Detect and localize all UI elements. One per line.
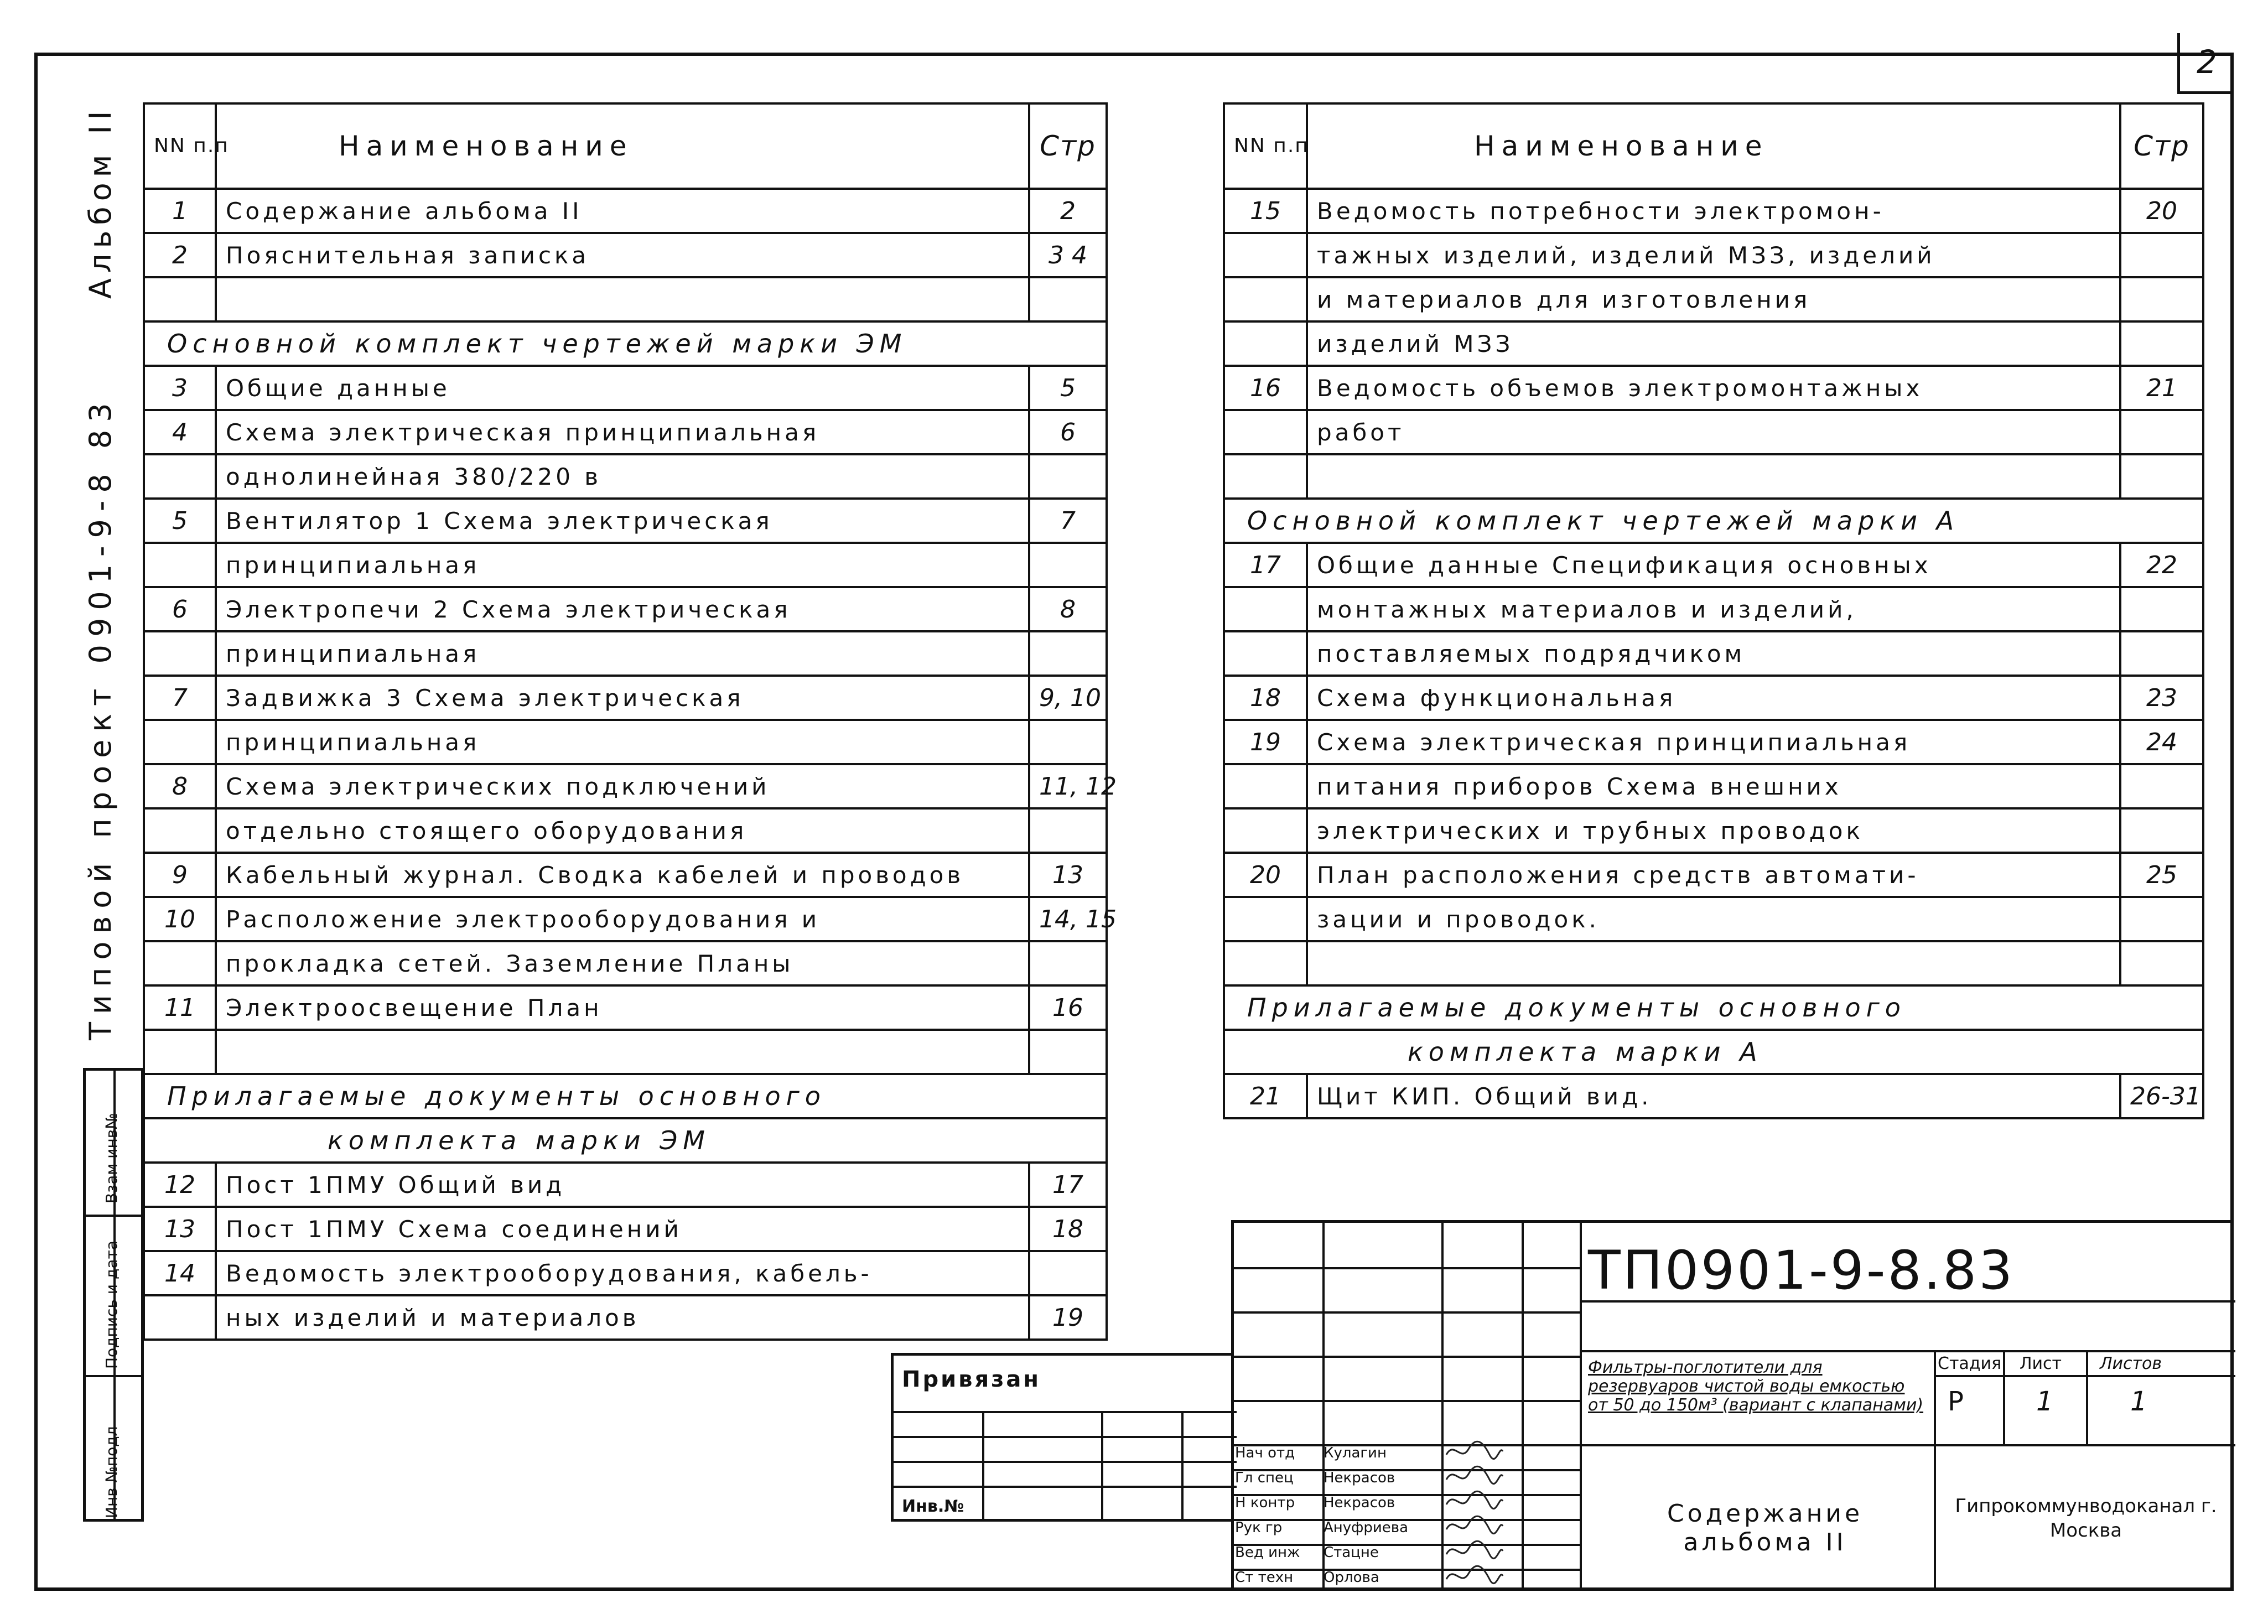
drawing-code: ТП0901-9-8.83 [1588,1239,2015,1301]
sheet-value: 1 [2036,1386,2053,1417]
tb-divider [2003,1350,2005,1444]
section-title: Прилагаемые документы основного [144,1074,1107,1118]
drawing-description: Фильтры-поглотители для резервуаров чистой воды емкостью от 50 до 150м³ (вариант с клапанами) [1588,1358,1924,1415]
row-number: 16 [1224,366,1307,410]
signature-name: Некрасов [1324,1495,1395,1511]
row-page [2120,321,2203,366]
table-row [144,499,1107,543]
row-page: 8 [1029,587,1107,631]
table-row [144,1163,1107,1207]
row-name [1307,454,2120,499]
table-row [144,676,1107,720]
row-number: 12 [144,1163,216,1207]
side-stamp-label: Подпись и дата [102,1241,121,1369]
row-number [144,941,216,985]
row-number: 1 [144,189,216,233]
tb-divider [1441,1223,1444,1591]
signature-name: Кулагин [1324,1445,1387,1461]
row-page [1029,277,1107,321]
sheet-header: Лист [2020,1354,2062,1373]
table-row [1224,941,2203,985]
row-number: 21 [1224,1074,1307,1118]
row-page [1029,941,1107,985]
row-name: Схема электрическая принципиальная [1307,720,2120,764]
signature-role: Нач отд [1235,1445,1295,1461]
side-stamp-divider [113,1071,116,1522]
row-name: прокладка сетей. Заземление Планы [216,941,1029,985]
right-contents-table [1223,102,2204,1119]
row-number: 11 [144,985,216,1030]
row-name: Содержание альбома II [216,189,1029,233]
row-page: 24 [2120,720,2203,764]
sheet-title: Содержание альбома II [1667,1500,1864,1556]
row-number [1224,410,1307,454]
table-row [1224,631,2203,676]
row-page [2120,410,2203,454]
row-page: 23 [2120,676,2203,720]
row-name: Схема электрических подключений [216,764,1029,808]
row-page: 5 [1029,366,1107,410]
row-page [2120,587,2203,631]
table-row [1224,543,2203,587]
row-name: Вентилятор 1 Схема электрическая [216,499,1029,543]
table-row [144,808,1107,853]
stage-header: Стадия [1938,1354,2002,1373]
album-label: Альбом II [83,105,118,299]
pb-divider [894,1411,1237,1413]
row-number: 6 [144,587,216,631]
table-row [1224,764,2203,808]
table-row [144,410,1107,454]
signature-name: Некрасов [1324,1470,1395,1486]
row-number [144,543,216,587]
tb-divider [1934,1375,2235,1377]
row-page: 16 [1029,985,1107,1030]
section-title: комплекта марки А [1224,1030,2203,1074]
signature-role: Рук гр [1235,1519,1283,1536]
header-name: Наименование [1307,103,2120,189]
row-name: зации и проводок. [1307,897,2120,941]
tb-divider [1234,1311,1580,1314]
row-name: Ведомость потребности электромон- [1307,189,2120,233]
row-page: 21 [2120,366,2203,410]
sheet-number-box [2177,33,2233,94]
table-header-row [1224,103,2203,189]
pb-divider [894,1461,1237,1463]
tb-divider [1580,1350,2235,1352]
row-name: принципиальная [216,543,1029,587]
header-page: Стр [2120,103,2203,189]
row-number [1224,941,1307,985]
table-row [144,764,1107,808]
row-page [1029,1251,1107,1295]
row-name: Расположение электрооборудования и [216,897,1029,941]
tb-divider [1580,1223,1582,1591]
table-row [144,454,1107,499]
pb-divider [1181,1411,1184,1522]
table-row [1224,499,2203,543]
table-row [1224,1030,2203,1074]
row-page [1029,808,1107,853]
row-number [144,1030,216,1074]
row-name [1307,941,2120,985]
table-row [144,587,1107,631]
row-name: принципиальная [216,631,1029,676]
side-stamp-label: Взам инв№ [102,1113,121,1203]
table-row [1224,233,2203,277]
tb-divider [2086,1350,2088,1444]
table-row [1224,853,2203,897]
privyazan-block [891,1353,1234,1522]
table-row [1224,1074,2203,1118]
row-page [2120,233,2203,277]
row-name: Общие данные [216,366,1029,410]
pb-divider [1101,1411,1103,1522]
table-row [144,853,1107,897]
table-header-row [144,103,1107,189]
table-row [144,720,1107,764]
row-name: Пост 1ПМУ Схема соединений [216,1207,1029,1251]
row-name: отдельно стоящего оборудования [216,808,1029,853]
row-number [1224,587,1307,631]
row-name: монтажных материалов и изделий, [1307,587,2120,631]
row-number: 17 [1224,543,1307,587]
section-title: Основной комплект чертежей марки А [1224,499,2203,543]
tb-divider [1234,1400,1580,1402]
row-number [144,1295,216,1340]
row-page: 26-31 [2120,1074,2203,1118]
row-page: 7 [1029,499,1107,543]
pb-divider [894,1486,1237,1488]
row-number: 2 [144,233,216,277]
side-stamp [83,1068,144,1522]
table-row [1224,808,2203,853]
table-row [144,1074,1107,1118]
row-number [144,454,216,499]
row-page: 19 [1029,1295,1107,1340]
row-page [1029,543,1107,587]
table-row [1224,587,2203,631]
signature-role: Вед инж [1235,1544,1300,1561]
row-name: однолинейная 380/220 в [216,454,1029,499]
row-name: питания приборов Схема внешних [1307,764,2120,808]
row-name: Электропечи 2 Схема электрическая [216,587,1029,631]
table-row [144,1295,1107,1340]
row-name: и материалов для изготовления [1307,277,2120,321]
row-number: 14 [144,1251,216,1295]
tb-divider [1234,1267,1580,1269]
section-title: Основной комплект чертежей марки ЭМ [144,321,1107,366]
table-row [144,1030,1107,1074]
row-number [144,808,216,853]
table-row [1224,720,2203,764]
pb-divider [894,1436,1237,1438]
tb-divider [1580,1444,2235,1446]
table-row [144,321,1107,366]
stage-value: Р [1948,1386,1964,1417]
row-number [1224,808,1307,853]
row-page [2120,454,2203,499]
row-page: 2 [1029,189,1107,233]
row-number [1224,277,1307,321]
row-name: Схема электрическая принципиальная [216,410,1029,454]
row-page [2120,941,2203,985]
table-row [144,985,1107,1030]
table-row [144,277,1107,321]
side-stamp-label: Инв №подл [102,1426,121,1518]
row-page [2120,277,2203,321]
privyazan-label: Привязан [902,1367,1041,1392]
table-row [144,1118,1107,1163]
row-number: 3 [144,366,216,410]
sheets-value: 1 [2130,1386,2147,1417]
tb-divider [1934,1350,1936,1591]
row-name: Пост 1ПМУ Общий вид [216,1163,1029,1207]
header-page: Стр [1029,103,1107,189]
row-page [2120,897,2203,941]
table-row [1224,897,2203,941]
row-page [1029,454,1107,499]
row-page: 25 [2120,853,2203,897]
table-row [144,366,1107,410]
row-number [1224,454,1307,499]
signature-name: Стацне [1324,1544,1379,1561]
row-page [2120,631,2203,676]
row-name: работ [1307,410,2120,454]
header-nn: NN п.п [144,103,216,189]
row-number: 9 [144,853,216,897]
table-row [1224,985,2203,1030]
row-name: принципиальная [216,720,1029,764]
signature-role: Ст техн [1235,1569,1294,1586]
table-row [144,233,1107,277]
section-title: комплекта марки ЭМ [144,1118,1107,1163]
signature-scribble [1444,1563,1505,1594]
row-page: 22 [2120,543,2203,587]
organization: Гипрокоммунводоканал г. Москва [1955,1495,2217,1542]
row-page: 20 [2120,189,2203,233]
tb-divider [1234,1356,1580,1358]
signature-name: Ануфриева [1324,1519,1409,1536]
row-name: Ведомость электрооборудования, кабель- [216,1251,1029,1295]
row-page [2120,764,2203,808]
table-row [144,897,1107,941]
row-page: 3 4 [1029,233,1107,277]
signature-name: Орлова [1324,1569,1379,1586]
row-name: Электроосвещение План [216,985,1029,1030]
row-number: 18 [1224,676,1307,720]
table-row [144,1207,1107,1251]
row-number: 5 [144,499,216,543]
pb-divider [982,1411,984,1522]
table-row [144,1251,1107,1295]
row-number [1224,897,1307,941]
row-number [144,720,216,764]
row-name: ных изделий и материалов [216,1295,1029,1340]
row-name: Пояснительная записка [216,233,1029,277]
row-number [144,631,216,676]
row-name: Кабельный журнал. Сводка кабелей и проводов [216,853,1029,897]
row-number [144,277,216,321]
header-name: Наименование [216,103,1029,189]
table-row [144,189,1107,233]
row-number: 10 [144,897,216,941]
table-row [1224,410,2203,454]
row-page [2120,808,2203,853]
row-name: тажных изделий, изделий МЗЗ, изделий [1307,233,2120,277]
row-page: 6 [1029,410,1107,454]
table-row [1224,189,2203,233]
row-name: изделий МЗЗ [1307,321,2120,366]
row-name: Задвижка 3 Схема электрическая [216,676,1029,720]
row-name [216,1030,1029,1074]
row-number [1224,321,1307,366]
row-page [1029,1030,1107,1074]
table-row [144,941,1107,985]
row-page: 18 [1029,1207,1107,1251]
table-row [1224,321,2203,366]
left-contents-table [143,102,1117,1341]
row-number [1224,764,1307,808]
row-number: 7 [144,676,216,720]
table-row [1224,454,2203,499]
row-name: Щит КИП. Общий вид. [1307,1074,2120,1118]
row-page: 9, 10 [1029,676,1107,720]
row-name: Общие данные Спецификация основных [1307,543,2120,587]
table-row [1224,277,2203,321]
row-name: поставляемых подрядчиком [1307,631,2120,676]
table-row [144,631,1107,676]
project-label: Типовой проект 0901-9-8 83 [83,395,118,1040]
row-number [1224,233,1307,277]
row-page [1029,631,1107,676]
row-page: 14, 15 [1029,897,1107,941]
row-name: Схема функциональная [1307,676,2120,720]
row-number: 4 [144,410,216,454]
row-number: 19 [1224,720,1307,764]
row-page: 13 [1029,853,1107,897]
row-page: 17 [1029,1163,1107,1207]
row-number: 20 [1224,853,1307,897]
tb-divider [1522,1223,1524,1591]
sheet-number: 2 [2197,43,2217,81]
table-row [144,543,1107,587]
row-name: План расположения средств автомати- [1307,853,2120,897]
header-nn: NN п.п [1224,103,1307,189]
row-number [1224,631,1307,676]
signature-role: Н контр [1235,1495,1295,1511]
sheets-header: Листов [2100,1354,2162,1373]
row-page [1029,720,1107,764]
row-name: Ведомость объемов электромонтажных [1307,366,2120,410]
row-name: электрических и трубных проводок [1307,808,2120,853]
row-page: 11, 12 [1029,764,1107,808]
row-number: 15 [1224,189,1307,233]
row-number: 8 [144,764,216,808]
row-number: 13 [144,1207,216,1251]
signature-role: Гл спец [1235,1470,1294,1486]
inv-no-label: Инв.№ [902,1497,964,1516]
row-name [216,277,1029,321]
table-row [1224,366,2203,410]
table-row [1224,676,2203,720]
section-title: Прилагаемые документы основного [1224,985,2203,1030]
